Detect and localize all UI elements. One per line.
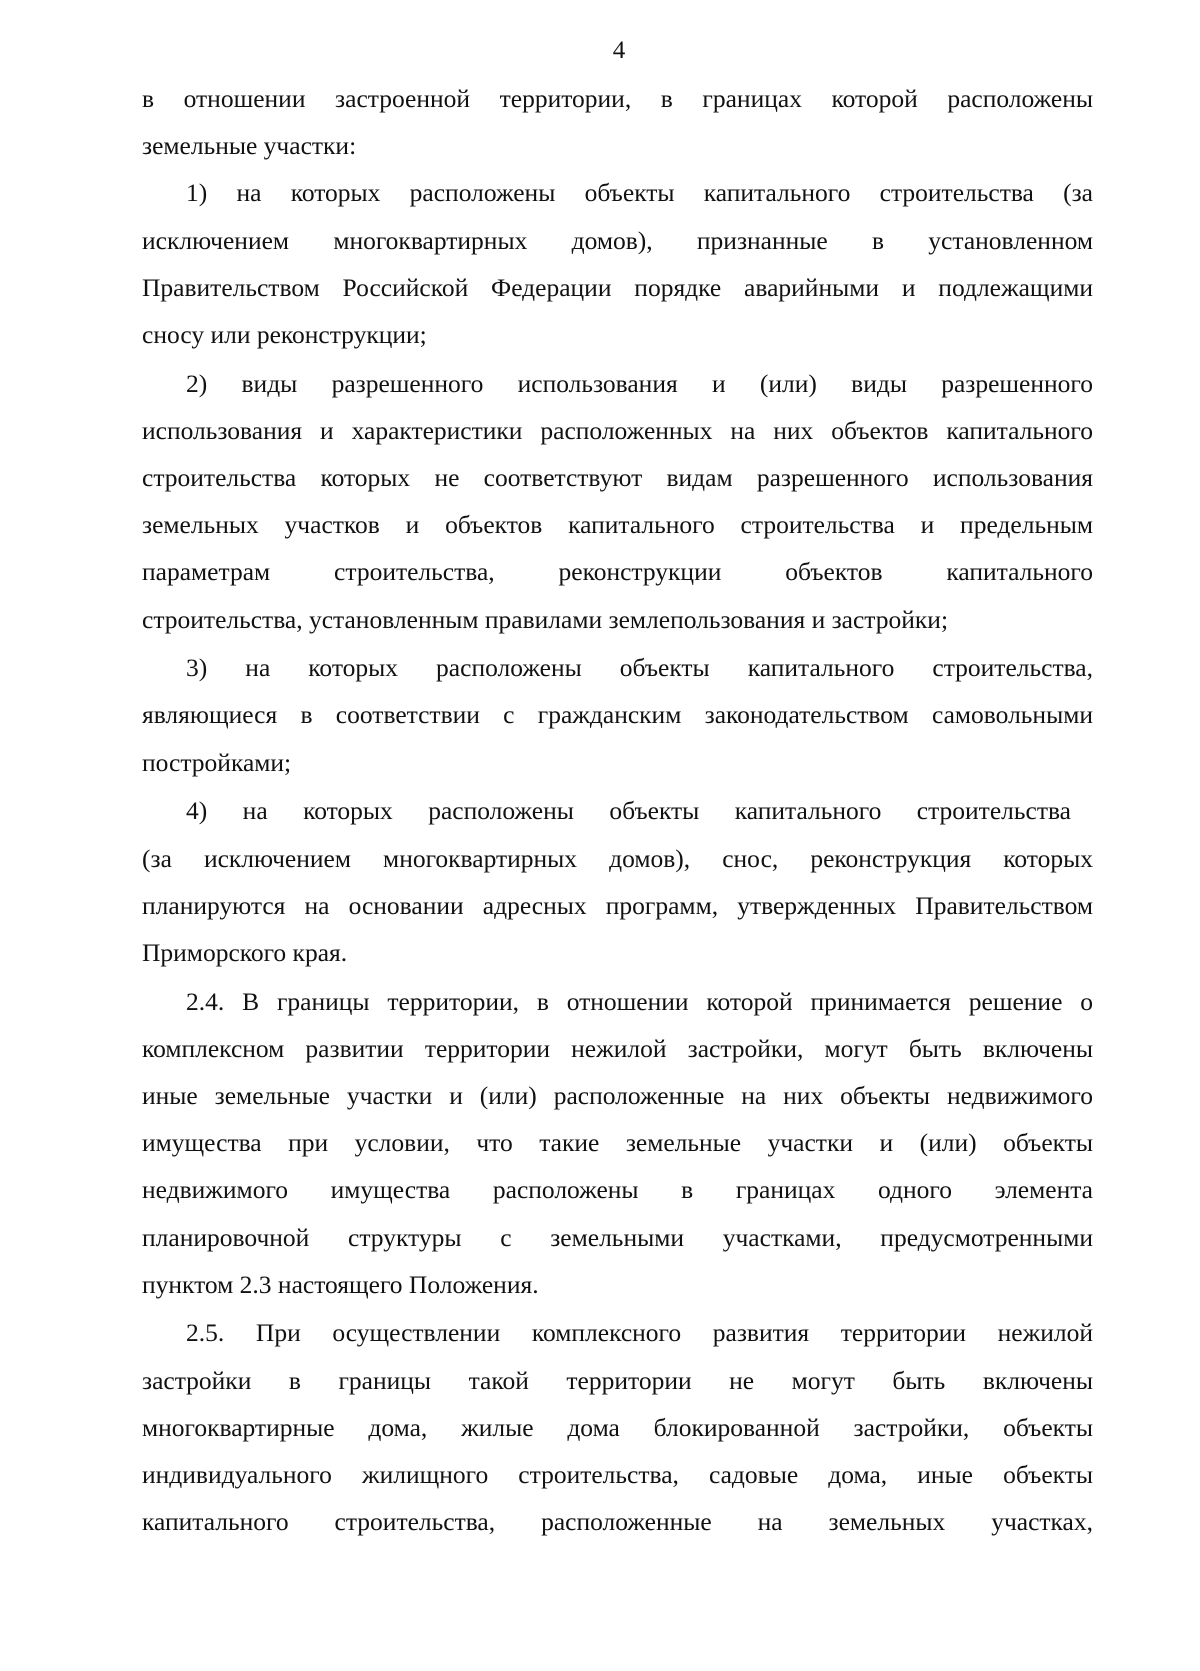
text-line: капитального строительства, расположенные на земельных участках, [142, 1507, 1093, 1537]
text-line: комплексном развитии территории нежилой застройки, могут быть включены [142, 1033, 1093, 1063]
page-number: 4 [612, 37, 626, 64]
document-body [142, 75, 1093, 1545]
text-line: являющиеся в соответствии с гражданским законодательством самовольными [142, 700, 1093, 730]
text-line: 3) на которых расположены объекты капитального строительства, [186, 653, 1093, 683]
text-line: параметрам строительства, реконструкции объектов капитального [142, 557, 1093, 587]
text-line: в отношении застроенной территории, в границах которой расположены [142, 84, 1093, 113]
text-line: постройками; [142, 747, 292, 777]
text-line: сносу или реконструкции; [142, 319, 427, 349]
text-line: Правительством Российской Федерации порядке аварийными и подлежащими [142, 272, 1093, 302]
text-line: земельные участки: [142, 131, 357, 161]
text-line: имущества при условии, что такие земельные участки и (или) объекты [142, 1128, 1093, 1158]
text-line: 2.5. При осуществлении комплексного развития территории нежилой [186, 1318, 1093, 1348]
text-line: исключением многоквартирных домов), признанные в установленном [142, 225, 1093, 255]
text-line: недвижимого имущества расположены в границах одного элемента [142, 1175, 1093, 1205]
text-line: планируются на основании адресных программ, утвержденных Правительством [142, 890, 1093, 920]
text-line: строительства которых не соответствуют видам разрешенного использования [142, 463, 1093, 492]
text-line: строительства, установленным правилами землепользования и застройки; [142, 604, 949, 634]
text-line: земельных участков и объектов капитального строительства и предельным [142, 510, 1093, 540]
text-line: застройки в границы такой территории не могут быть включены [142, 1365, 1093, 1395]
text-line: многоквартирные дома, жилые дома блокированной застройки, объекты [142, 1412, 1093, 1442]
text-line: использования и характеристики расположенных на них объектов капитального [142, 415, 1093, 445]
text-line: планировочной структуры с земельными участками, предусмотренными [142, 1222, 1093, 1252]
text-line: 2) виды разрешенного использования и (или) виды разрешенного [186, 368, 1093, 398]
text-line: пунктом 2.3 настоящего Положения. [142, 1269, 539, 1299]
text-line: иные земельные участки и (или) расположенные на них объекты недвижимого [142, 1080, 1093, 1110]
text-line: 4) на которых расположены объекты капитального строительства [186, 796, 1071, 826]
text-line: индивидуального жилищного строительства, садовые дома, иные объекты [142, 1459, 1093, 1489]
text-line: 1) на которых расположены объекты капитального строительства (за [186, 178, 1093, 208]
text-line: (за исключением многоквартирных домов), снос, реконструкция которых [142, 843, 1093, 873]
text-line: 2.4. В границы территории, в отношении которой принимается решение о [186, 986, 1093, 1016]
text-line: Приморского края. [142, 937, 348, 967]
